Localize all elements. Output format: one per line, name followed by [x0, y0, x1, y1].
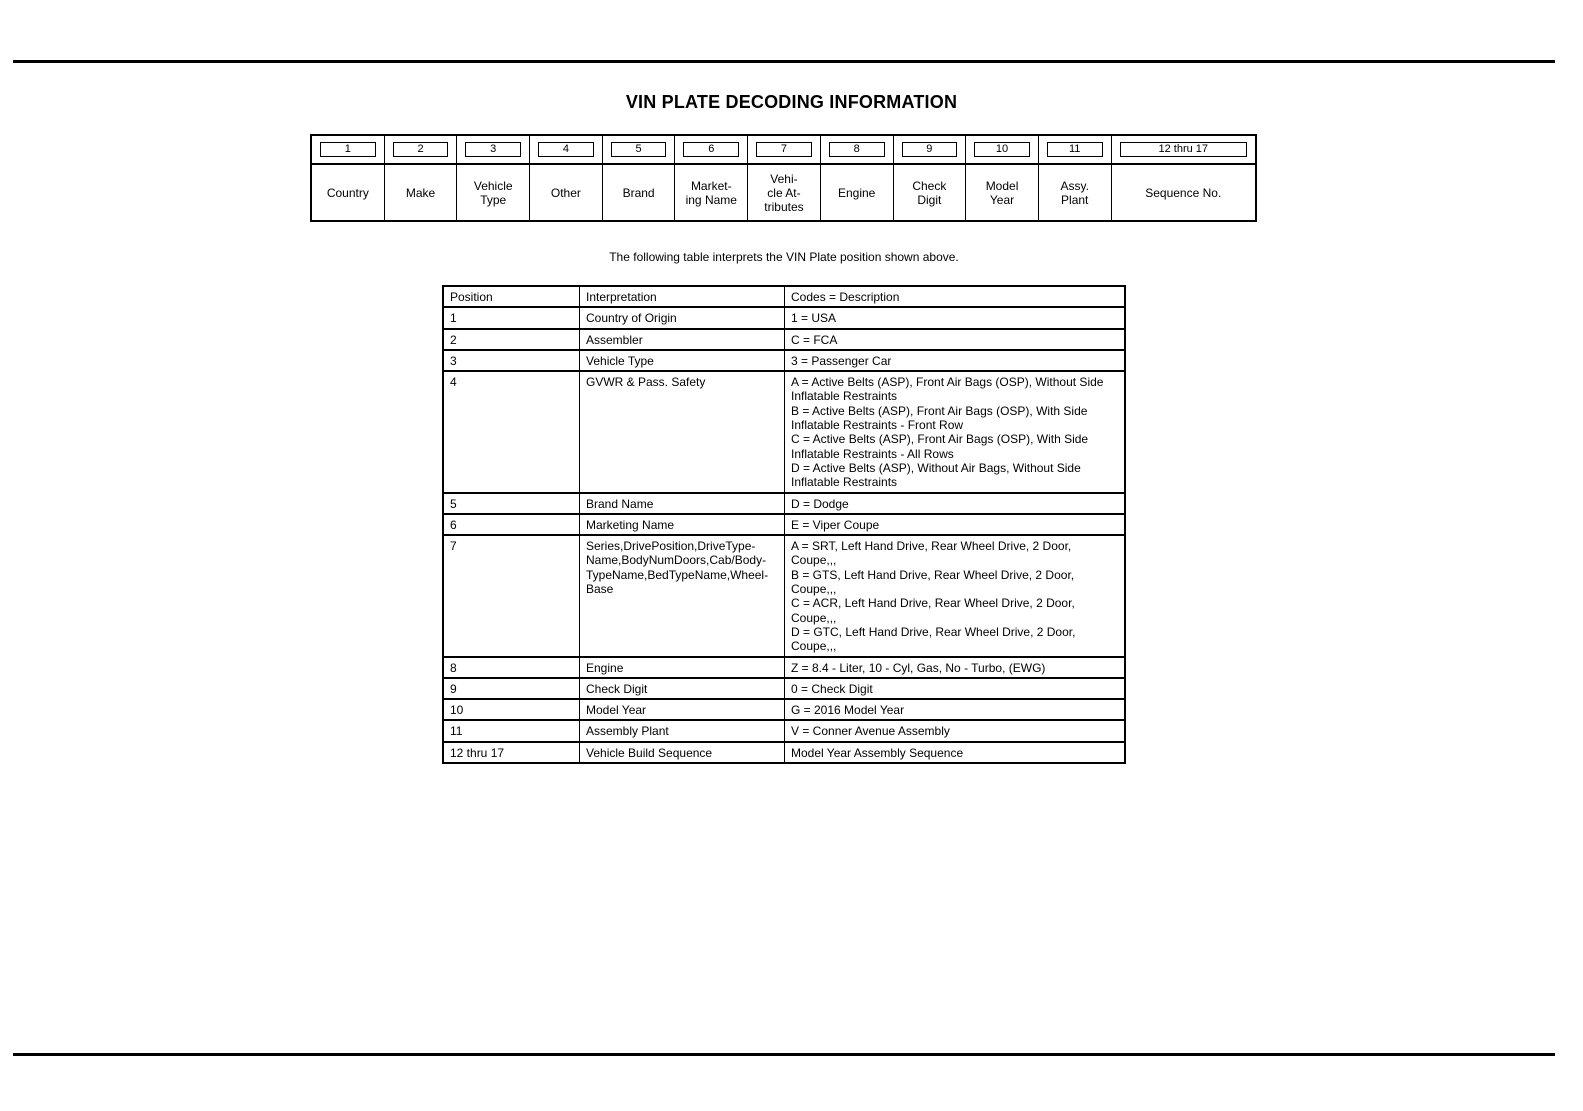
table-row [443, 307, 1125, 328]
vin-plate-label: Make [405, 185, 436, 200]
codes-cell: G = 2016 Model Year [785, 699, 1126, 720]
vin-plate-label: Engine [837, 185, 876, 200]
vin-plate-position-area [1039, 136, 1111, 165]
page-title: VIN PLATE DECODING INFORMATION [625, 92, 958, 112]
vin-plate-label: Sequence No. [1145, 185, 1222, 200]
table-row [443, 514, 1125, 535]
position-cell: 2 [443, 329, 580, 350]
vin-plate-label: Model Year [985, 178, 1019, 207]
column-header: Codes = Description [785, 286, 1126, 307]
vin-plate-cell [385, 136, 458, 220]
position-cell: 10 [443, 699, 580, 720]
vin-plate-cell [675, 136, 748, 220]
interpretation-cell: Assembly Plant [580, 720, 785, 741]
vin-plate-label: Market- ing Name [685, 178, 737, 207]
codes-cell: D = Dodge [785, 493, 1126, 514]
vin-plate-position-box: 7 [756, 142, 812, 157]
vin-plate-position-box: 10 [974, 142, 1030, 157]
column-header: Interpretation [580, 286, 785, 307]
vin-plate-diagram [310, 134, 1257, 222]
table-row [443, 371, 1125, 492]
vin-plate-position-box: 3 [465, 142, 521, 157]
position-cell: 9 [443, 678, 580, 699]
vin-plate-position-box: 4 [538, 142, 594, 157]
vin-plate-position-area [966, 136, 1038, 165]
vin-plate-label: Check Digit [912, 178, 947, 207]
vin-plate-cell [1039, 136, 1112, 220]
position-cell: 5 [443, 493, 580, 514]
position-cell: 8 [443, 657, 580, 678]
vin-plate-label: Other [550, 185, 581, 200]
position-cell: 12 thru 17 [443, 742, 580, 763]
vin-plate-label: Vehicle Type [473, 178, 513, 207]
interpretation-cell: Vehicle Build Sequence [580, 742, 785, 763]
vin-plate-cell [966, 136, 1039, 220]
interpretation-cell: Assembler [580, 329, 785, 350]
codes-cell: A = SRT, Left Hand Drive, Rear Wheel Drive, 2 Door, Coupe,,, B = GTS, Left Hand Drive, Rear Wheel Drive, 2 Door, Coupe,,, C = ACR, Left Hand Drive, Rear Wheel Drive, 2 Door, Coupe,,, D = GTC, Left Hand Drive, Rear Wheel Drive, 2 Door, Coupe,,, [785, 535, 1126, 656]
table-row [443, 678, 1125, 699]
interpretation-cell: GVWR & Pass. Safety [580, 371, 785, 492]
interpretation-cell: Engine [580, 657, 785, 678]
vin-plate-cell [894, 136, 967, 220]
vin-plate-label: Vehi- cle At- tributes [764, 171, 804, 214]
vin-plate-position-box: 2 [393, 142, 449, 157]
interpretation-cell: Series,DrivePosition,DriveType- Name,BodyNumDoors,Cab/Body- TypeName,BedTypeName,Wheel- Base [580, 535, 785, 656]
table-row [443, 699, 1125, 720]
table-row [443, 535, 1125, 656]
vin-plate-label: Country [326, 185, 369, 200]
position-cell: 3 [443, 350, 580, 371]
vin-plate-position-box: 9 [902, 142, 958, 157]
position-cell: 7 [443, 535, 580, 656]
bottom-rule [13, 1053, 1555, 1056]
vin-plate-position-area [821, 136, 893, 165]
vin-plate-position-area [385, 136, 457, 165]
position-cell: 6 [443, 514, 580, 535]
vin-plate-position-area [603, 136, 675, 165]
vin-plate-position-box: 11 [1047, 142, 1103, 157]
table-caption: The following table interprets the VIN Plate position shown above. [609, 250, 959, 264]
interpretation-cell: Check Digit [580, 678, 785, 699]
vin-plate-position-area [894, 136, 966, 165]
vin-plate-position-area [312, 136, 384, 165]
table-row [443, 742, 1125, 763]
vin-plate-position-area [1112, 136, 1255, 165]
vin-plate-position-box: 8 [829, 142, 885, 157]
interpretation-cell: Vehicle Type [580, 350, 785, 371]
vin-plate-cell [748, 136, 821, 220]
vin-plate-position-box: 1 [320, 142, 376, 157]
vin-plate-position-area [675, 136, 747, 165]
column-header: Position [443, 286, 580, 307]
position-cell: 1 [443, 307, 580, 328]
codes-cell: Model Year Assembly Sequence [785, 742, 1126, 763]
codes-cell: V = Conner Avenue Assembly [785, 720, 1126, 741]
vin-plate-position-box: 12 thru 17 [1120, 142, 1247, 157]
interpretation-cell: Marketing Name [580, 514, 785, 535]
vin-plate-label: Assy. Plant [1060, 178, 1089, 207]
vin-plate-position-area [530, 136, 602, 165]
codes-cell: C = FCA [785, 329, 1126, 350]
top-rule [13, 60, 1555, 63]
table-row [443, 350, 1125, 371]
codes-cell: E = Viper Coupe [785, 514, 1126, 535]
vin-plate-cell [530, 136, 603, 220]
vin-plate-cell [821, 136, 894, 220]
vin-decoding-table [442, 285, 1126, 764]
vin-plate-position-area [748, 136, 820, 165]
table-header-row [443, 286, 1125, 307]
codes-cell: A = Active Belts (ASP), Front Air Bags (OSP), Without Side Inflatable Restraints B = Active Belts (ASP), Front Air Bags (OSP), With Side Inflatable Restraints - Front Row C = Active Belts (ASP), Front Air Bags (OSP), With Side Inflatable Restraints - All Rows D = Active Belts (ASP), Without Air Bags, Without Side Inflatable Restraints [785, 371, 1126, 492]
interpretation-cell: Country of Origin [580, 307, 785, 328]
vin-plate-cell [457, 136, 530, 220]
vin-plate-position-area [457, 136, 529, 165]
interpretation-cell: Model Year [580, 699, 785, 720]
codes-cell: 0 = Check Digit [785, 678, 1126, 699]
position-cell: 4 [443, 371, 580, 492]
vin-plate-label: Brand [622, 185, 655, 200]
vin-plate-cell [312, 136, 385, 220]
table-row [443, 657, 1125, 678]
table-row [443, 720, 1125, 741]
interpretation-cell: Brand Name [580, 493, 785, 514]
table-row [443, 329, 1125, 350]
vin-plate-cell [1112, 136, 1255, 220]
codes-cell: 3 = Passenger Car [785, 350, 1126, 371]
table-row [443, 493, 1125, 514]
codes-cell: 1 = USA [785, 307, 1126, 328]
vin-plate-cell [603, 136, 676, 220]
vin-plate-position-box: 6 [683, 142, 739, 157]
position-cell: 11 [443, 720, 580, 741]
vin-plate-position-box: 5 [611, 142, 667, 157]
codes-cell: Z = 8.4 - Liter, 10 - Cyl, Gas, No - Turbo, (EWG) [785, 657, 1126, 678]
